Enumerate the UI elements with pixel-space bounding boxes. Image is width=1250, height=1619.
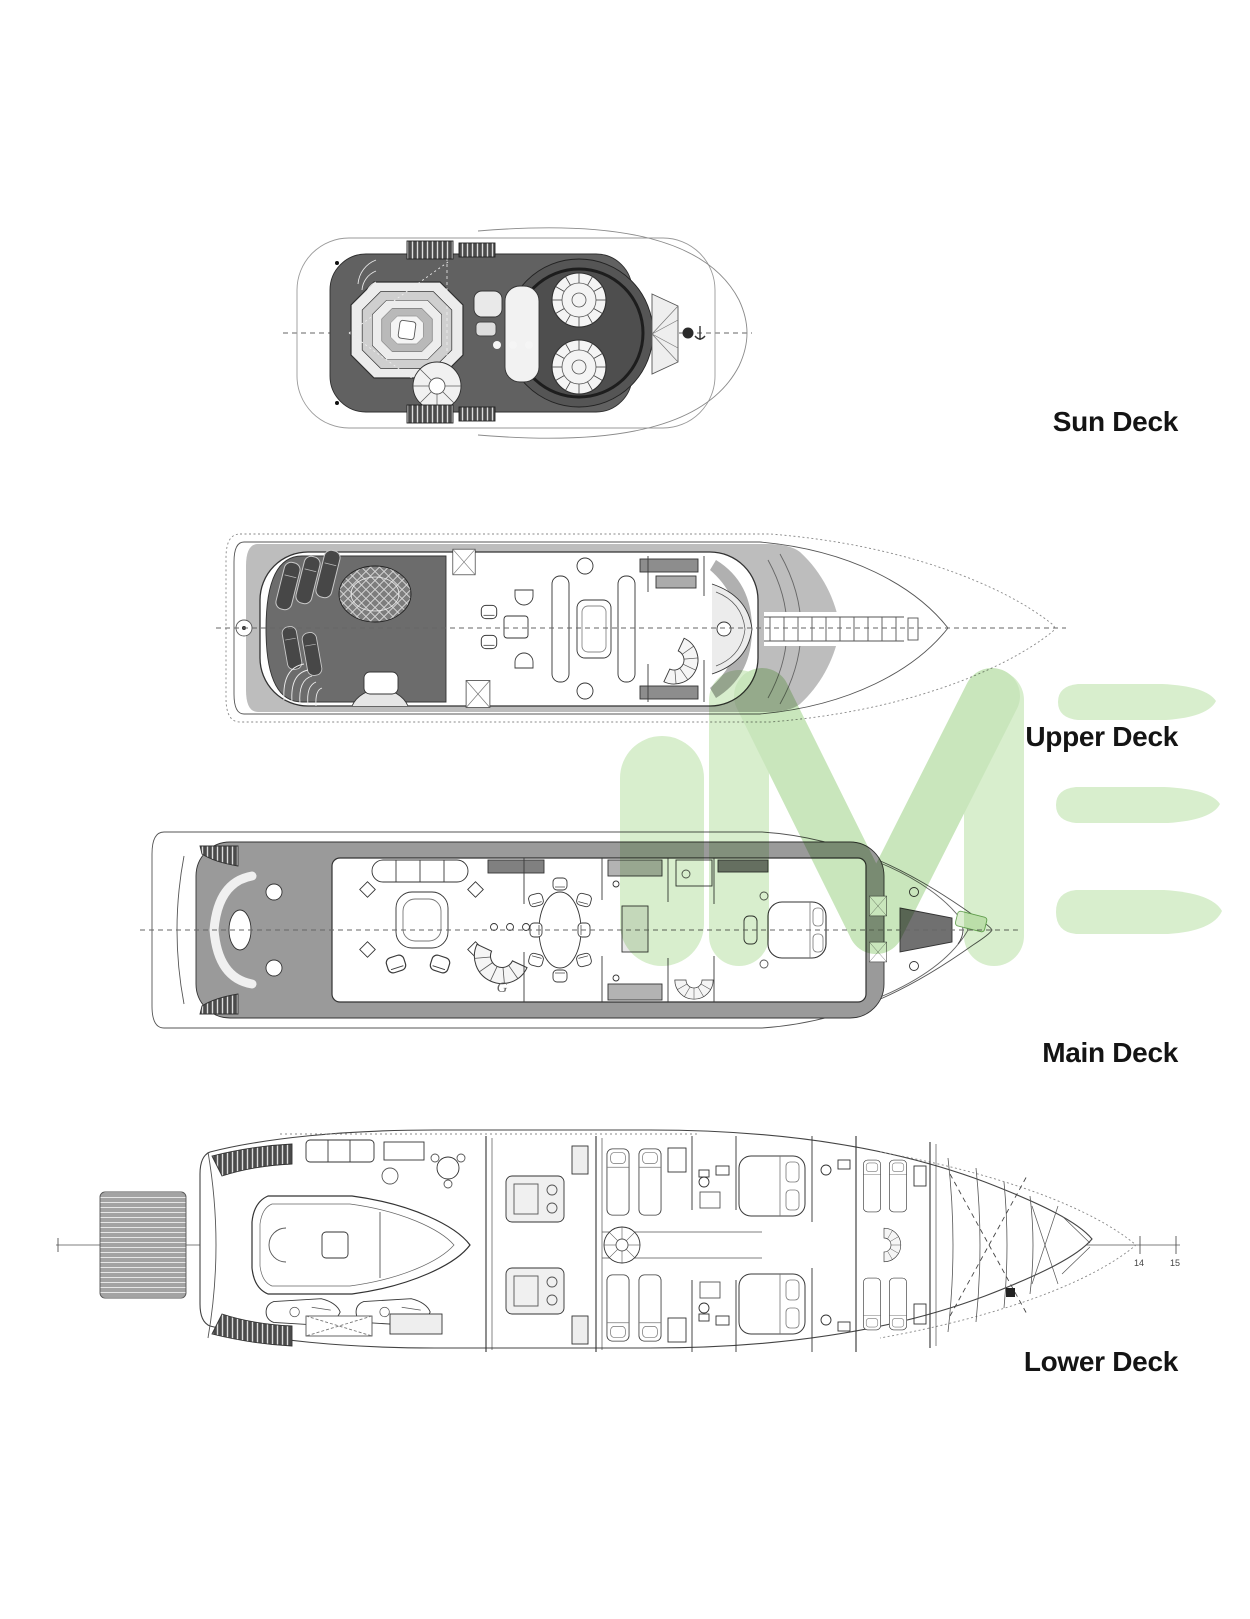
upper-deck-label: Upper Deck <box>1025 721 1178 752</box>
guest-bed <box>607 1149 629 1215</box>
sun-deck-dining-table <box>552 340 606 394</box>
sun-deck-spiral-stair <box>413 362 461 410</box>
skylight <box>453 549 475 575</box>
guest-bed <box>639 1275 661 1341</box>
lower-deck-spiral-stair <box>604 1227 640 1263</box>
crew-bunk <box>889 1278 906 1330</box>
crew-bunk <box>863 1160 880 1212</box>
sun-deck-bar <box>505 286 539 382</box>
helm-seat <box>717 622 731 636</box>
skylight <box>466 680 490 707</box>
galley-counter <box>608 984 662 1000</box>
builder-monogram: G <box>496 980 508 996</box>
lower-deck-plan <box>56 1130 1180 1352</box>
vip-bed <box>739 1156 805 1216</box>
vip-bed <box>739 1274 805 1334</box>
windshield <box>869 942 886 962</box>
lower-deck-label: Lower Deck <box>1023 1346 1178 1377</box>
sun-deck-plan <box>283 228 752 438</box>
crew-bunk <box>863 1278 880 1330</box>
sun-deck-label: Sun Deck <box>1052 406 1178 437</box>
salon-coffee-table <box>396 892 448 948</box>
guest-bed <box>607 1275 629 1341</box>
guest-bed <box>639 1149 661 1215</box>
engine <box>506 1176 564 1222</box>
sun-deck-stair-treads <box>407 241 453 259</box>
anchor-winch <box>910 888 919 897</box>
crew-bunk <box>889 1160 906 1212</box>
engine <box>506 1268 564 1314</box>
swim-platform <box>100 1192 186 1298</box>
upper-deck-plan <box>216 534 1066 722</box>
anchor-winch <box>910 962 919 971</box>
sun-deck-dining-table <box>552 273 606 327</box>
lounge-sofa <box>618 576 635 682</box>
main-deck-plan <box>140 832 1018 1028</box>
frame-mark: 15 <box>1170 1258 1181 1268</box>
lounge-sofa <box>552 576 569 682</box>
sun-deck-stair-treads <box>407 405 453 423</box>
galley-counter <box>608 860 662 876</box>
main-deck-label: Main Deck <box>1042 1037 1178 1068</box>
sun-deck-mast <box>683 328 694 339</box>
upper-deck-table <box>339 566 411 622</box>
storage-crate <box>306 1316 372 1336</box>
windshield <box>869 896 886 916</box>
frame-mark: 14 <box>1134 1258 1145 1268</box>
